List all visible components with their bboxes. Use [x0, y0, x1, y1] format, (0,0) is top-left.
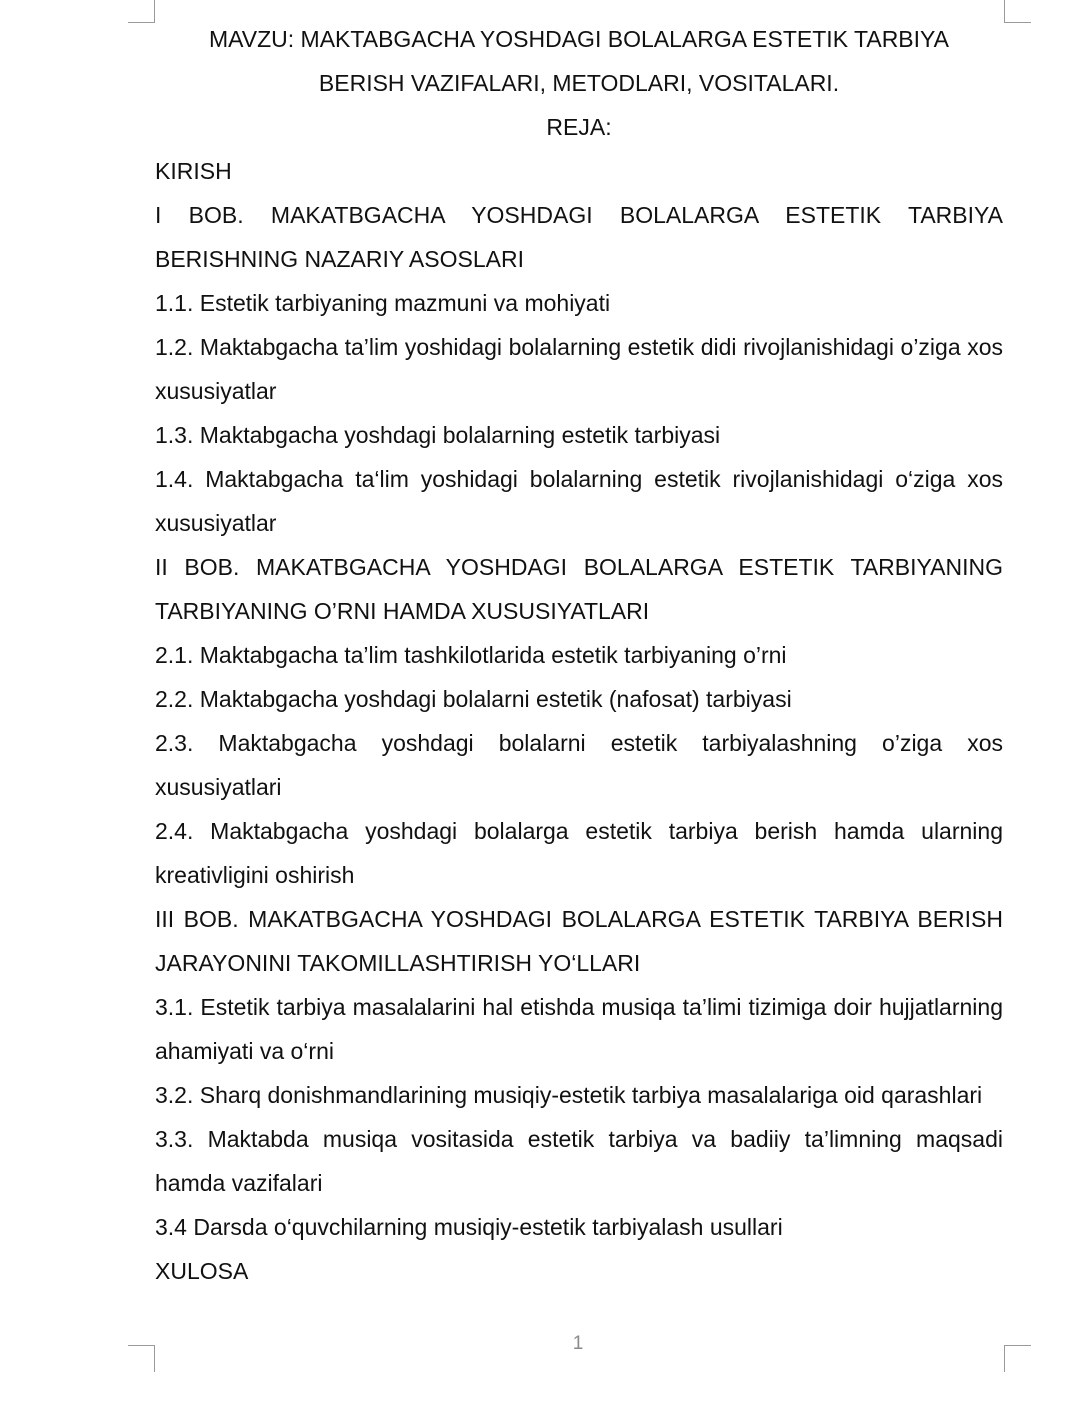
outline-item: 2.2. Maktabgacha yoshdagi bolalarni estetik (nafosat) tarbiyasi [155, 686, 792, 712]
margin-corner-mark [1004, 0, 1031, 23]
margin-corner-mark [128, 0, 155, 23]
title-line: BERISH VAZIFALARI, METODLARI, VOSITALARI. [318, 70, 840, 96]
title-line: MAVZU: MAKTABGACHA YOSHDAGI BOLALARGA ESTETIK TARBIYA [208, 26, 950, 52]
outline-item-introduction: KIRISH [155, 158, 232, 184]
page-number: 1 [572, 1333, 584, 1354]
outline-item: 3.1. Estetik tarbiya masalalarini hal etishda musiqa ta’limi tizimiga doir hujjatlarning ahamiyati va o‘rni [155, 994, 1003, 1064]
outline-item: 1.3. Maktabgacha yoshdagi bolalarning estetik tarbiyasi [155, 422, 721, 448]
outline-item: 3.4 Darsda o‘quvchilarning musiqiy-estetik tarbiyalash usullari [155, 1214, 783, 1240]
outline-item: 2.4. Maktabgacha yoshdagi bolalarga estetik tarbiya berish hamda ularning kreativligini oshirish [155, 818, 1003, 888]
outline-item: 1.2. Maktabgacha ta’lim yoshidagi bolalarning estetik didi rivojlanishidagi o’ziga xos xususiyatlar [155, 334, 1003, 404]
outline-item: 1.4. Maktabgacha ta‘lim yoshidagi bolalarning estetik rivojlanishidagi o‘ziga xos xususiyatlar [155, 466, 1003, 536]
document-body [155, 17, 1003, 1293]
outline-item: 2.1. Maktabgacha ta’lim tashkilotlarida estetik tarbiyaning o’rni [155, 642, 787, 668]
outline-item: 3.3. Maktabda musiqa vositasida estetik tarbiya va badiiy ta’limning maqsadi hamda vazifalari [155, 1126, 1003, 1196]
outline-chapter-1: I BOB. MAKATBGACHA YOSHDAGI BOLALARGA ESTETIK TARBIYA BERISHNING NAZARIY ASOSLARI [155, 202, 1003, 272]
plan-heading: REJA: [546, 114, 612, 140]
outline-item: 3.2. Sharq donishmandlarining musiqiy-estetik tarbiya masalalariga oid qarashlari [155, 1082, 983, 1108]
outline-item: 2.3. Maktabgacha yoshdagi bolalarni estetik tarbiyalashning o’ziga xos xususiyatlari [155, 730, 1003, 800]
outline-item: 1.1. Estetik tarbiyaning mazmuni va mohiyati [155, 290, 611, 316]
outline-item-conclusion: XULOSA [155, 1258, 249, 1284]
outline-chapter-2: II BOB. MAKATBGACHA YOSHDAGI BOLALARGA ESTETIK TARBIYANING TARBIYANING O’RNI HAMDA XUSUSIYATLARI [155, 554, 1003, 624]
outline-chapter-3: III BOB. MAKATBGACHA YOSHDAGI BOLALARGA ESTETIK TARBIYA BERISH JARAYONINI TAKOMILLASHTIRISH YO‘LLARI [155, 906, 1003, 976]
